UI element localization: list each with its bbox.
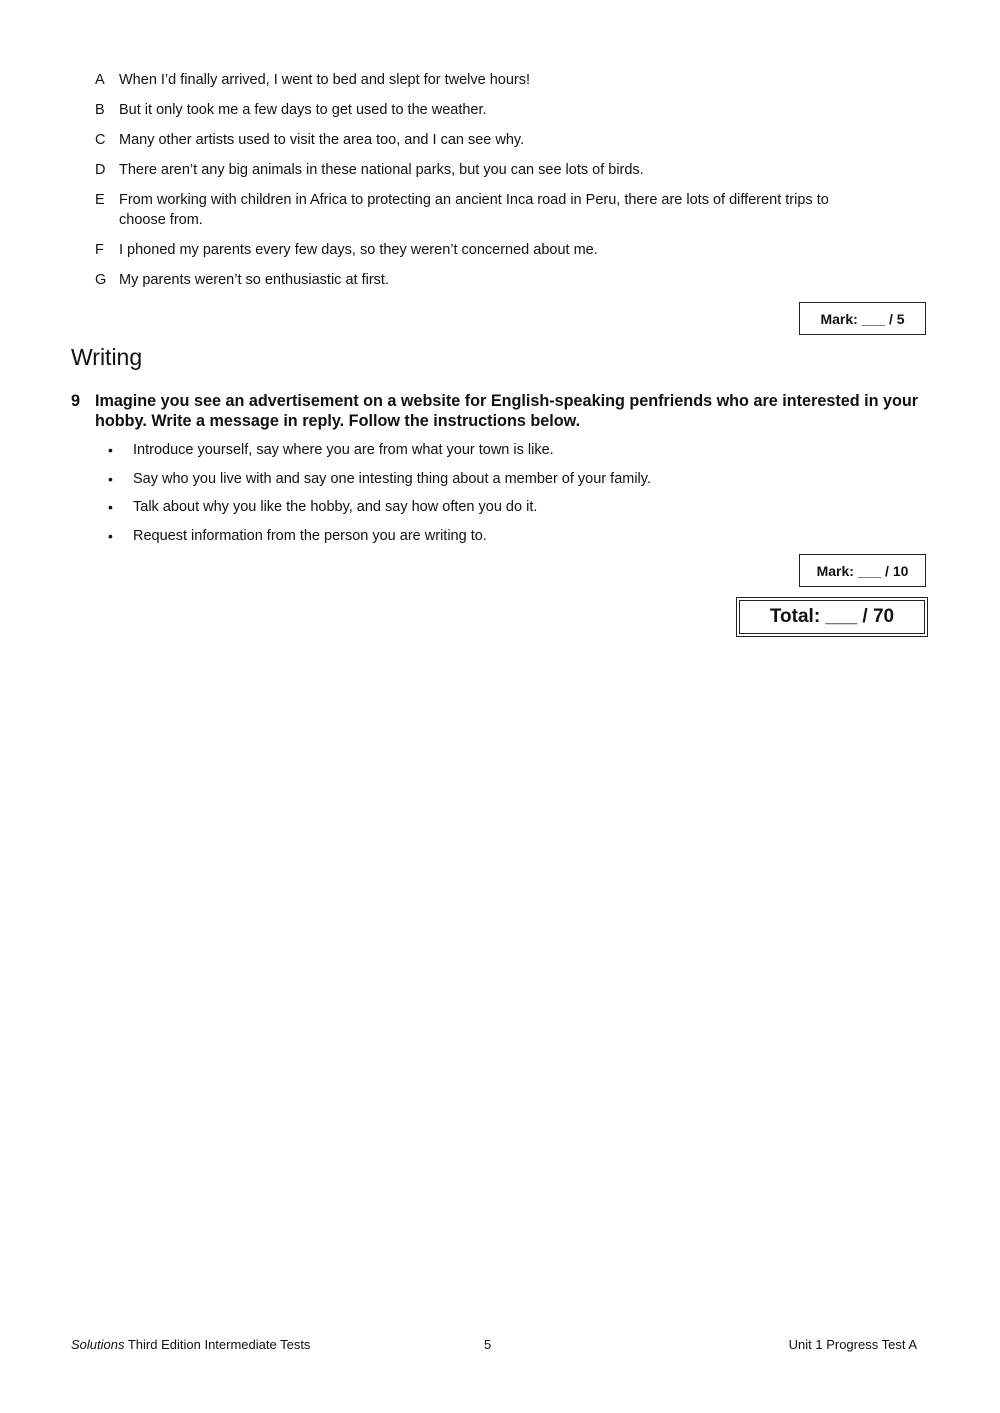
option-e	[95, 190, 855, 230]
bullet-icon: •	[108, 442, 113, 458]
page-number: 5	[484, 1337, 492, 1352]
option-d	[95, 160, 855, 180]
instruction-item	[104, 440, 884, 460]
instruction-text: Introduce yourself, say where you are from what your town is like.	[133, 442, 554, 458]
instruction-item	[104, 497, 884, 517]
question-text: Imagine you see an advertisement on a website for English-speaking penfriends who are interested in your hobby. Write a message in reply. Follow the instructions below.	[95, 392, 919, 430]
instruction-text: Talk about why you like the hobby, and say how often you do it.	[133, 499, 538, 515]
answer-options-list	[95, 70, 855, 290]
mark-label: Mark: ___ / 5	[820, 310, 905, 327]
bullet-icon: •	[108, 527, 113, 544]
option-text: When I’d finally arrived, I went to bed and slept for twelve hours!	[119, 72, 531, 88]
instruction-item	[104, 526, 884, 546]
option-g	[95, 270, 855, 290]
option-letter: A	[95, 72, 105, 88]
option-text: There aren’t any big animals in these national parks, but you can see lots of birds.	[119, 162, 644, 178]
footer-book-title-rest: Third Edition Intermediate Tests	[124, 1337, 311, 1352]
mark-label: Mark: ___ / 10	[816, 562, 909, 579]
option-text: I phoned my parents every few days, so they weren’t concerned about me.	[119, 242, 598, 258]
page-footer	[71, 1336, 917, 1354]
question-number: 9	[71, 392, 81, 410]
instruction-text: Request information from the person you are writing to.	[133, 527, 487, 544]
option-letter: E	[95, 192, 105, 208]
option-text: My parents weren’t so enthusiastic at first.	[119, 272, 389, 288]
option-letter: B	[95, 102, 105, 118]
bullet-icon: •	[108, 499, 113, 515]
option-text: But it only took me a few days to get used to the weather.	[119, 102, 487, 118]
total-box	[736, 597, 928, 637]
mark-box-writing	[799, 554, 926, 587]
option-f	[95, 240, 855, 260]
footer-test-name: Unit 1 Progress Test A	[788, 1337, 917, 1352]
instruction-item	[104, 469, 884, 489]
footer-book-title	[71, 1336, 310, 1354]
section-heading-writing: Writing	[71, 344, 143, 370]
total-label: Total: ___ / 70	[769, 606, 895, 627]
question-9	[71, 391, 921, 431]
option-letter: F	[95, 242, 104, 258]
mark-box-reading	[799, 302, 926, 335]
option-text: From working with children in Africa to protecting an ancient Inca road in Peru, there are lots of different trips to choose from.	[119, 192, 829, 228]
option-letter: D	[95, 162, 106, 178]
instructions-list	[104, 440, 884, 554]
instruction-text: Say who you live with and say one intesting thing about a member of your family.	[133, 470, 651, 487]
option-b	[95, 100, 855, 120]
total-box-inner	[739, 600, 925, 634]
footer-book-title-italic: Solutions	[71, 1337, 125, 1352]
option-c	[95, 130, 855, 150]
bullet-icon: •	[108, 470, 113, 487]
option-letter: G	[95, 272, 107, 288]
option-letter: C	[95, 132, 106, 148]
option-text: Many other artists used to visit the area too, and I can see why.	[119, 132, 525, 148]
option-a	[95, 70, 855, 90]
